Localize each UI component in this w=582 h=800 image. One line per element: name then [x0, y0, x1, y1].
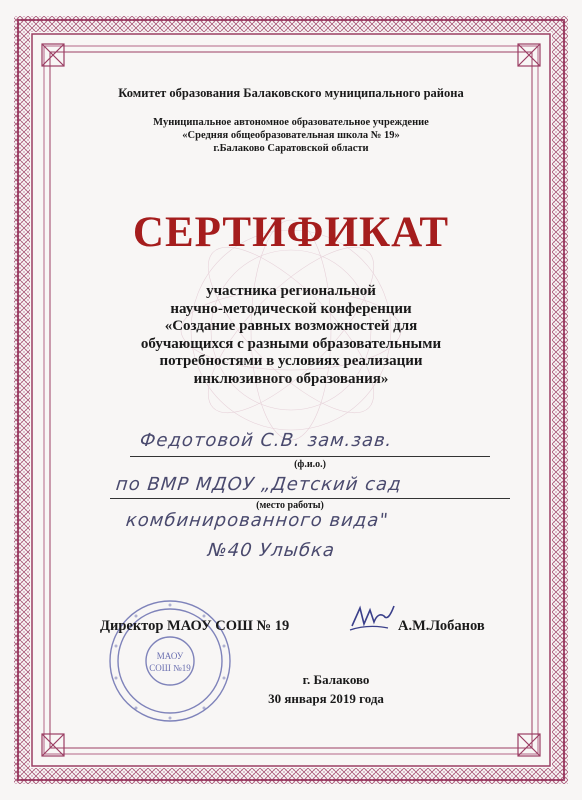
- director-label: Директор МАОУ СОШ № 19: [100, 618, 290, 634]
- issue-date: 30 января 2019 года: [268, 691, 384, 706]
- workplace-handwritten-line-2: комбинированного вида": [124, 510, 390, 531]
- workplace-handwritten-line-3: №40 Улыбка: [206, 540, 337, 561]
- workplace-underline: [110, 498, 510, 499]
- stamp-center-line-1: МАОУ: [156, 651, 184, 661]
- school-line-3: г.Балаково Саратовской области: [213, 143, 369, 154]
- recipient-name-handwritten: Федотовой С.В. зам.зав.: [138, 430, 394, 451]
- name-field-label: (ф.и.о.): [294, 459, 326, 470]
- school-header: [0, 116, 582, 155]
- school-line-1: Муниципальное автономное образовательное учреждение: [153, 117, 429, 128]
- city: г. Балаково: [302, 672, 370, 687]
- certificate-body: [0, 283, 582, 388]
- body-line-1: участника региональной: [206, 283, 376, 299]
- director-signature: [348, 600, 398, 636]
- director-name: А.М.Лобанов: [398, 618, 485, 634]
- body-line-2: научно-методической конференции: [170, 300, 412, 317]
- certificate-title: СЕРТИФИКАТ: [132, 209, 450, 256]
- body-line-6: инклюзивного образования»: [193, 370, 389, 387]
- school-line-2: «Средняя общеобразовательная школа № 19»: [182, 130, 400, 141]
- body-line-4: обучающихся с разными образовательными: [140, 335, 442, 352]
- place-and-date: [0, 670, 582, 708]
- name-underline: [130, 456, 490, 457]
- body-line-3: «Создание равных возможностей для: [164, 318, 418, 334]
- stamp-center-line-2: СОШ №19: [149, 663, 191, 673]
- workplace-handwritten-line-1: по ВМР МДОУ „Детский сад: [114, 474, 403, 495]
- committee-header: Комитет образования Балаковского муниципального района: [118, 86, 464, 100]
- body-line-5: потребностями в условиях реализации: [159, 353, 423, 369]
- workplace-field-label: (место работы): [256, 500, 324, 511]
